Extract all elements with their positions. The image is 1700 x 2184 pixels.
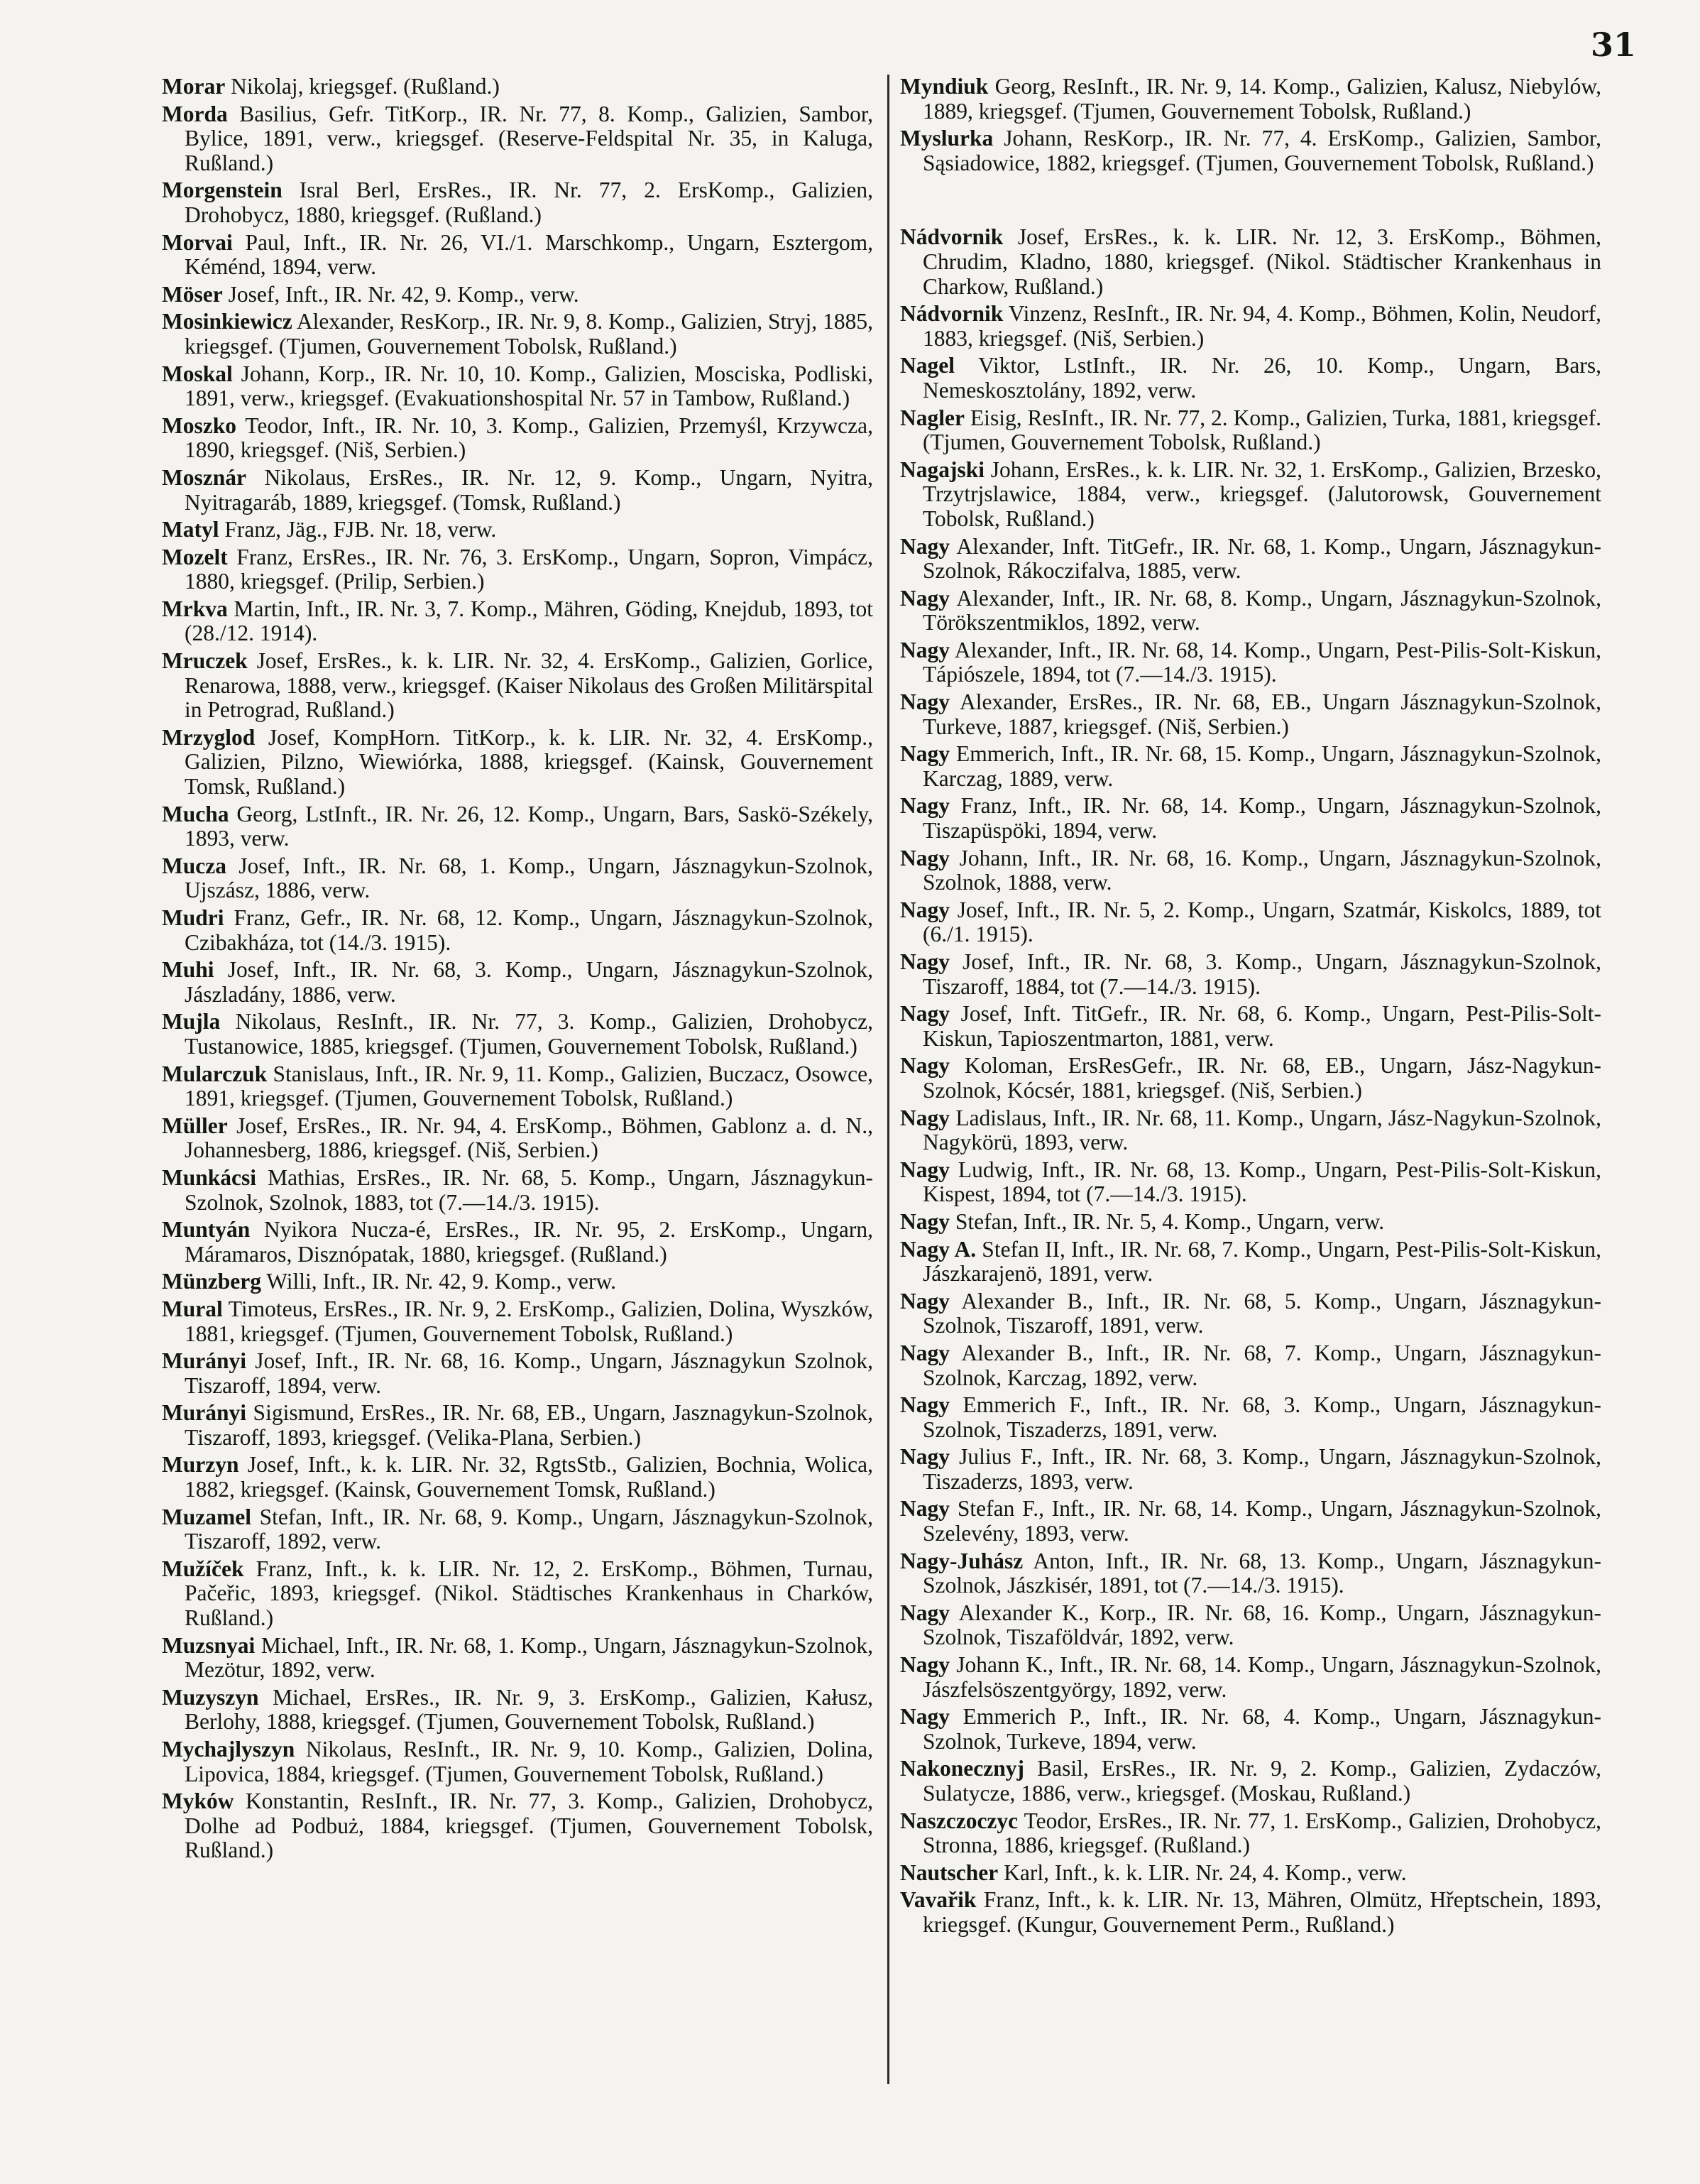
register-entry bbox=[162, 1401, 873, 1450]
entry-surname: Morar bbox=[162, 74, 226, 99]
entry-details: Martin, Inft., IR. Nr. 3, 7. Komp., Mähren, Göding, Knejdub, 1893, tot (28./12. 1914). bbox=[185, 596, 873, 646]
entry-surname: Nagy bbox=[900, 689, 950, 715]
entry-surname: Moszko bbox=[162, 413, 236, 438]
entry-details: Michael, Inft., IR. Nr. 68, 1. Komp., Ungarn, Jásznagykun-Szolnok, Mezötur, 1892, verw. bbox=[185, 1632, 873, 1683]
entry-surname: Nádvornik bbox=[900, 301, 1004, 327]
register-entry bbox=[162, 1166, 873, 1215]
register-entry bbox=[900, 1158, 1601, 1207]
entry-details: Basil, ErsRes., IR. Nr. 9, 2. Komp., Galizien, Zydaczów, Sulatycze, 1886, verw., kriegsgef. (Moskau, Rußland.) bbox=[923, 1756, 1601, 1806]
register-entry bbox=[162, 283, 873, 307]
register-entry bbox=[900, 1888, 1601, 1937]
page-number: 31 bbox=[1590, 26, 1636, 64]
entry-details: Mathias, ErsRes., IR. Nr. 68, 5. Komp., Ungarn, Jásznagykun-Szolnok, Szolnok, 1883, tot (7.—14./3. 1915). bbox=[185, 1164, 873, 1215]
entry-details: Josef, Inft., IR. Nr. 68, 3. Komp., Ungarn, Jásznagykun-Szolnok, Jászladány, 1886, verw. bbox=[185, 957, 873, 1007]
register-entry bbox=[900, 1002, 1601, 1051]
entry-surname: Myslurka bbox=[900, 126, 994, 151]
entry-surname: Nagajski bbox=[900, 457, 985, 482]
register-entry bbox=[162, 75, 873, 99]
entry-surname: Münzberg bbox=[162, 1269, 261, 1294]
register-entry bbox=[162, 1349, 873, 1398]
entry-surname: Nagy bbox=[900, 1652, 950, 1678]
entry-details: Franz, Jäg., FJB. Nr. 18, verw. bbox=[219, 517, 497, 542]
entry-surname: Murányi bbox=[162, 1348, 247, 1374]
register-entry bbox=[162, 1686, 873, 1735]
entry-details: Basilius, Gefr. TitKorp., IR. Nr. 77, 8. Komp., Galizien, Sambor, Bylice, 1891, verw., kriegsgef. (Reserve-Feldspital Nr. 35, in Kaluga, Rußland.) bbox=[185, 101, 873, 175]
entry-details: Stefan II, Inft., IR. Nr. 68, 7. Komp., Ungarn, Pest-Pilis-Solt-Kiskun, Jászkarajenö, 1891, verw. bbox=[923, 1236, 1601, 1287]
column-divider bbox=[887, 75, 889, 2084]
entry-details: Alexander, ErsRes., IR. Nr. 68, EB., Ungarn Jásznagykun-Szolnok, Turkeve, 1887, kriegsgef. (Niš, Serbien.) bbox=[923, 689, 1601, 739]
entry-details: Paul, Inft., IR. Nr. 26, VI./1. Marschkomp., Ungarn, Esztergom, Kéménd, 1894, verw. bbox=[185, 229, 873, 280]
entry-surname: Muhi bbox=[162, 957, 214, 983]
entry-surname: Vavařik bbox=[900, 1887, 977, 1913]
register-entry bbox=[900, 1809, 1601, 1858]
entry-details: Emmerich F., Inft., IR. Nr. 68, 3. Komp., Ungarn, Jásznagykun-Szolnok, Tiszaderzs, 1891, verw. bbox=[923, 1392, 1601, 1442]
entry-details: Johann, ErsRes., k. k. LIR. Nr. 32, 1. ErsKomp., Galizien, Brzesko, Trzytrjslawice, 1884, verw., kriegsgef. (Jalutorowsk, Gouvernement Tobolsk, Rußland.) bbox=[923, 457, 1601, 531]
register-entry bbox=[162, 854, 873, 903]
entry-details: Nikolaj, kriegsgef. (Rußland.) bbox=[225, 74, 500, 99]
entry-details: Vinzenz, ResInft., IR. Nr. 94, 4. Komp., Böhmen, Kolin, Neudorf, 1883, kriegsgef. (Niš, Serbien.) bbox=[923, 301, 1601, 351]
entry-details: Alexander K., Korp., IR. Nr. 68, 16. Komp., Ungarn, Jásznagykun-Szolnok, Tiszaföldvár, 1892, verw. bbox=[923, 1600, 1601, 1650]
entry-surname: Mrzyglod bbox=[162, 724, 256, 750]
entry-details: Franz, Inft., k. k. LIR. Nr. 12, 2. ErsKomp., Böhmen, Turnau, Pačeřic, 1893, kriegsgef. (Nikol. Städtisches Krankenhaus in Charków, Rußland.) bbox=[185, 1556, 873, 1631]
entry-surname: Naszczoczyc bbox=[900, 1808, 1019, 1833]
entry-surname: Murzyn bbox=[162, 1452, 239, 1478]
entry-details: Alexander B., Inft., IR. Nr. 68, 5. Komp., Ungarn, Jásznagykun-Szolnok, Tiszaroff, 1891, verw. bbox=[923, 1288, 1601, 1338]
entry-details: Johann, ResKorp., IR. Nr. 77, 4. ErsKomp., Galizien, Sambor, Sąsiadowice, 1882, kriegsgef. (Tjumen, Gouvernement Tobolsk, Rußland.) bbox=[923, 126, 1601, 175]
register-entry bbox=[900, 75, 1601, 124]
entry-surname: Mucha bbox=[162, 801, 229, 826]
right-column-top-entries bbox=[900, 75, 1601, 175]
entry-details: Stefan F., Inft., IR. Nr. 68, 14. Komp., Ungarn, Jásznagykun-Szolnok, Szelevény, 1893, verw. bbox=[923, 1496, 1601, 1546]
register-entry bbox=[162, 1270, 873, 1294]
register-entry bbox=[900, 225, 1601, 299]
entry-details: Viktor, LstInft., IR. Nr. 26, 10. Komp., Ungarn, Bars, Nemeskosztolány, 1892, verw. bbox=[923, 353, 1601, 403]
entry-details: Michael, ErsRes., IR. Nr. 9, 3. ErsKomp., Galizien, Kałusz, Berlohy, 1888, kriegsgef. (Tjumen, Gouvernement Tobolsk, Rußland.) bbox=[185, 1684, 873, 1735]
entry-surname: Nagy bbox=[900, 533, 950, 559]
entry-details: Eisig, ResInft., IR. Nr. 77, 2. Komp., Galizien, Turka, 1881, kriegsgef. (Tjumen, Gouvernement Tobolsk, Rußland.) bbox=[923, 405, 1601, 455]
entry-details: Isral Berl, ErsRes., IR. Nr. 77, 2. ErsKomp., Galizien, Drohobycz, 1880, kriegsgef. (Rußland.) bbox=[185, 178, 873, 227]
entry-details: Franz, Gefr., IR. Nr. 68, 12. Komp., Ungarn, Jásznagykun-Szolnok, Czibakháza, tot (14./3. 1915). bbox=[185, 905, 873, 955]
entry-surname: Nagy bbox=[900, 1340, 950, 1365]
register-entry bbox=[900, 1601, 1601, 1650]
entry-surname: Muzamel bbox=[162, 1504, 251, 1529]
register-entry bbox=[900, 1653, 1601, 1702]
entry-surname: Nautscher bbox=[900, 1860, 999, 1885]
entry-details: Julius F., Inft., IR. Nr. 68, 3. Komp., Ungarn, Jásznagykun-Szolnok, Tiszaderzs, 1893, verw. bbox=[923, 1444, 1601, 1494]
register-entry bbox=[162, 726, 873, 799]
register-entry bbox=[900, 354, 1601, 403]
entry-surname: Nagy-Juhász bbox=[900, 1548, 1024, 1573]
entry-details: Emmerich, Inft., IR. Nr. 68, 15. Komp., Ungarn, Jásznagykun-Szolnok, Karczag, 1889, verw. bbox=[923, 741, 1601, 791]
register-entry bbox=[900, 302, 1601, 351]
register-entry bbox=[900, 1445, 1601, 1494]
entry-surname: Nagy bbox=[900, 949, 950, 974]
entry-surname: Myków bbox=[162, 1789, 234, 1814]
entry-surname: Nádvornik bbox=[900, 224, 1004, 250]
entry-surname: Mosinkiewicz bbox=[162, 309, 292, 334]
entry-details: Alexander, Inft. TitGefr., IR. Nr. 68, 1. Komp., Ungarn, Jásznagykun-Szolnok, Rákoczifalva, 1885, verw. bbox=[923, 533, 1601, 584]
entry-details: Stefan, Inft., IR. Nr. 5, 4. Komp., Ungarn, verw. bbox=[950, 1208, 1385, 1234]
register-entry bbox=[900, 458, 1601, 532]
entry-surname: Mozelt bbox=[162, 544, 228, 569]
entry-details: Nikolaus, ErsRes., IR. Nr. 12, 9. Komp., Ungarn, Nyitra, Nyitragaráb, 1889, kriegsgef. (Tomsk, Rußland.) bbox=[185, 464, 873, 515]
register-entry bbox=[162, 231, 873, 280]
entry-surname: Mucza bbox=[162, 853, 226, 878]
entry-surname: Müller bbox=[162, 1113, 228, 1138]
entry-surname: Mujla bbox=[162, 1009, 221, 1034]
register-entry bbox=[900, 742, 1601, 791]
entry-surname: Möser bbox=[162, 281, 223, 307]
register-entry bbox=[900, 535, 1601, 584]
entry-surname: Nagy bbox=[900, 1444, 950, 1470]
register-entry bbox=[162, 1062, 873, 1111]
register-entry bbox=[900, 586, 1601, 635]
register-entry bbox=[900, 1238, 1601, 1287]
entry-details: Koloman, ErsResGefr., IR. Nr. 68, EB., Ungarn, Jász-Nagykun-Szolnok, Kócsér, 1881, kriegsgef. (Niš, Serbien.) bbox=[923, 1053, 1601, 1103]
entry-surname: Mularczuk bbox=[162, 1061, 268, 1086]
entry-surname: Munkácsi bbox=[162, 1164, 257, 1190]
register-entry bbox=[162, 1634, 873, 1683]
register-entry bbox=[900, 846, 1601, 895]
entry-details: Georg, LstInft., IR. Nr. 26, 12. Komp., Ungarn, Bars, Saskö-Székely, 1893, verw. bbox=[185, 801, 873, 851]
entry-surname: Nagy bbox=[900, 585, 950, 611]
register-entry bbox=[162, 1737, 873, 1786]
entry-details: Franz, Inft., k. k. LIR. Nr. 13, Mähren, Olmütz, Hřeptschein, 1893, kriegsgef. (Kungur, Gouvernement Perm., Rußland.) bbox=[923, 1887, 1601, 1937]
entry-surname: Nagy bbox=[900, 741, 950, 767]
register-entry bbox=[162, 1297, 873, 1346]
register-entry bbox=[900, 1210, 1601, 1235]
entry-details: Willi, Inft., IR. Nr. 42, 9. Komp., verw. bbox=[261, 1269, 617, 1294]
entry-surname: Nagy bbox=[900, 1001, 950, 1027]
register-entry bbox=[162, 178, 873, 227]
register-entry bbox=[162, 1218, 873, 1267]
entry-surname: Nagel bbox=[900, 353, 955, 378]
entry-surname: Nagler bbox=[900, 405, 965, 430]
register-entry bbox=[162, 414, 873, 463]
entry-surname: Nagy A. bbox=[900, 1236, 977, 1262]
register-entry bbox=[162, 545, 873, 594]
register-entry bbox=[900, 1497, 1601, 1546]
entry-surname: Moskal bbox=[162, 361, 233, 386]
register-entry bbox=[900, 1393, 1601, 1442]
register-entry bbox=[162, 906, 873, 955]
entry-surname: Nagy bbox=[900, 1600, 950, 1625]
entry-surname: Nagy bbox=[900, 1053, 950, 1079]
entry-details: Josef, KompHorn. TitKorp., k. k. LIR. Nr. 32, 4. ErsKomp., Galizien, Pilzno, Wiewiórka, 1888, kriegsgef. (Kainsk, Gouvernement Tomsk, Rußland.) bbox=[185, 724, 873, 799]
register-entry bbox=[162, 518, 873, 542]
entry-details: Josef, Inft., IR. Nr. 42, 9. Komp., verw. bbox=[222, 281, 579, 307]
entry-details: Alexander, ResKorp., IR. Nr. 9, 8. Komp., Galizien, Stryj, 1885, kriegsgef. (Tjumen, Gouvernement Tobolsk, Rußland.) bbox=[185, 309, 873, 359]
register-entry bbox=[900, 1289, 1601, 1338]
register-entry bbox=[162, 1114, 873, 1163]
entry-details: Stanislaus, Inft., IR. Nr. 9, 11. Komp., Galizien, Buczacz, Osowce, 1891, kriegsgef. (Tjumen, Gouvernement Tobolsk, Rußland.) bbox=[185, 1061, 873, 1111]
register-entry bbox=[900, 126, 1601, 175]
entry-details: Josef, Inft., IR. Nr. 68, 3. Komp., Ungarn, Jásznagykun-Szolnok, Tiszaroff, 1884, tot (7.—14./3. 1915). bbox=[923, 949, 1601, 999]
entry-details: Sigismund, ErsRes., IR. Nr. 68, EB., Ungarn, Jasznagykun-Szolnok, Tiszaroff, 1893, kriegsgef. (Velika-Plana, Serbien.) bbox=[185, 1400, 873, 1450]
register-entry bbox=[900, 690, 1601, 739]
entry-surname: Muzyszyn bbox=[162, 1684, 259, 1710]
entry-details: Johann, Inft., IR. Nr. 68, 16. Komp., Ungarn, Jásznagykun-Szolnok, Szolnok, 1888, verw. bbox=[923, 845, 1601, 895]
entry-surname: Nagy bbox=[900, 1704, 950, 1730]
entry-surname: Nagy bbox=[900, 1496, 950, 1522]
entry-surname: Matyl bbox=[162, 517, 219, 542]
entry-surname: Morda bbox=[162, 101, 228, 126]
register-entry bbox=[900, 406, 1601, 455]
register-entry bbox=[900, 1705, 1601, 1754]
register-entry bbox=[162, 1505, 873, 1554]
register-entry bbox=[162, 597, 873, 646]
entry-details: Josef, ErsRes., IR. Nr. 94, 4. ErsKomp., Böhmen, Gablonz a. d. N., Johannesberg, 1886, kriegsgef. (Niš, Serbien.) bbox=[185, 1113, 873, 1163]
entry-surname: Morgenstein bbox=[162, 178, 283, 203]
entry-details: Timoteus, ErsRes., IR. Nr. 9, 2. ErsKomp., Galizien, Dolina, Wyszków, 1881, kriegsgef. (Tjumen, Gouvernement Tobolsk, Rußland.) bbox=[185, 1296, 873, 1346]
register-entry bbox=[900, 1054, 1601, 1103]
entry-details: Josef, Inft., IR. Nr. 68, 16. Komp., Ungarn, Jásznagykun Szolnok, Tiszaroff, 1894, verw. bbox=[185, 1348, 873, 1398]
entry-surname: Nagy bbox=[900, 1105, 950, 1130]
entry-details: Teodor, ErsRes., IR. Nr. 77, 1. ErsKomp., Galizien, Drohobycz, Stronna, 1886, kriegsgef. (Rußland.) bbox=[923, 1808, 1601, 1858]
entry-details: Stefan, Inft., IR. Nr. 68, 9. Komp., Ungarn, Jásznagykun-Szolnok, Tiszaroff, 1892, verw. bbox=[185, 1504, 873, 1554]
entry-details: Alexander, Inft., IR. Nr. 68, 8. Komp., Ungarn, Jásznagykun-Szolnok, Törökszentmiklos, 1892, verw. bbox=[923, 585, 1601, 635]
entry-details: Alexander B., Inft., IR. Nr. 68, 7. Komp., Ungarn, Jásznagykun-Szolnok, Karczag, 1892, verw. bbox=[923, 1340, 1601, 1390]
register-entry bbox=[900, 1341, 1601, 1390]
entry-details: Josef, ErsRes., k. k. LIR. Nr. 12, 3. ErsKomp., Böhmen, Chrudim, Kladno, 1880, kriegsgef. (Nikol. Städtischer Krankenhaus in Charkow, Rußland.) bbox=[923, 224, 1601, 299]
right-column bbox=[900, 75, 1601, 1940]
register-entry bbox=[900, 794, 1601, 843]
entry-surname: Nakonecznyj bbox=[900, 1756, 1024, 1781]
register-entry bbox=[162, 1453, 873, 1502]
register-entry bbox=[162, 362, 873, 411]
entry-surname: Nagy bbox=[900, 1288, 950, 1314]
entry-surname: Mužíček bbox=[162, 1556, 244, 1581]
register-entry bbox=[900, 950, 1601, 999]
register-entry bbox=[162, 1557, 873, 1631]
register-entry bbox=[162, 310, 873, 359]
entry-surname: Nagy bbox=[900, 897, 950, 922]
entry-surname: Mrkva bbox=[162, 596, 228, 621]
entry-surname: Morvai bbox=[162, 229, 233, 255]
register-entry bbox=[162, 102, 873, 176]
entry-surname: Myndiuk bbox=[900, 74, 989, 99]
entry-surname: Nagy bbox=[900, 845, 950, 870]
entry-details: Anton, Inft., IR. Nr. 68, 13. Komp., Ungarn, Jásznagykun-Szolnok, Jászkisér, 1891, tot (7.—14./3. 1915). bbox=[923, 1548, 1601, 1598]
entry-details: Alexander, Inft., IR. Nr. 68, 14. Komp., Ungarn, Pest-Pilis-Solt-Kiskun, Tápiószele, 1894, tot (7.—14./3. 1915). bbox=[923, 637, 1601, 687]
entry-surname: Mudri bbox=[162, 905, 224, 930]
register-entry bbox=[900, 1757, 1601, 1806]
entry-details: Josef, Inft., IR. Nr. 5, 2. Komp., Ungarn, Szatmár, Kiskolcs, 1889, tot (6./1. 1915). bbox=[923, 897, 1601, 947]
register-entry bbox=[162, 466, 873, 515]
register-entry bbox=[900, 1106, 1601, 1155]
entry-details: Josef, Inft., k. k. LIR. Nr. 32, RgtsStb., Galizien, Bochnia, Wolica, 1882, kriegsgef. (Kainsk, Gouvernement Tomsk, Rußland.) bbox=[185, 1452, 873, 1502]
entry-surname: Nagy bbox=[900, 793, 950, 819]
entry-surname: Nagy bbox=[900, 1157, 950, 1182]
register-entry bbox=[162, 1789, 873, 1863]
entry-details: Emmerich P., Inft., IR. Nr. 68, 4. Komp., Ungarn, Jásznagykun-Szolnok, Turkeve, 1894, verw. bbox=[923, 1704, 1601, 1754]
entry-details: Josef, Inft., IR. Nr. 68, 1. Komp., Ungarn, Jásznagykun-Szolnok, Ujszász, 1886, verw. bbox=[185, 853, 873, 903]
entry-details: Nikolaus, ResInft., IR. Nr. 9, 10. Komp., Galizien, Dolina, Lipovica, 1884, kriegsgef. (Tjumen, Gouvernement Tobolsk, Rußland.) bbox=[185, 1737, 873, 1786]
entry-surname: Murányi bbox=[162, 1400, 247, 1426]
entry-details: Teodor, Inft., IR. Nr. 10, 3. Komp., Galizien, Przemyśl, Krzywcza, 1890, kriegsgef. (Niš, Serbien.) bbox=[185, 413, 873, 463]
register-entry bbox=[900, 1549, 1601, 1598]
section-gap bbox=[900, 178, 1601, 225]
entry-details: Nikolaus, ResInft., IR. Nr. 77, 3. Komp., Galizien, Drohobycz, Tustanowice, 1885, kriegsgef. (Tjumen, Gouvernement Tobolsk, Rußland.) bbox=[185, 1009, 873, 1059]
entry-surname: Nagy bbox=[900, 1208, 950, 1234]
entry-surname: Mychajlyszyn bbox=[162, 1737, 295, 1762]
entry-details: Konstantin, ResInft., IR. Nr. 77, 3. Komp., Galizien, Drohobycz, Dolhe ad Podbuż, 1884, kriegsgef. (Tjumen, Gouvernement Tobolsk, Rußland.) bbox=[185, 1789, 873, 1863]
entry-details: Johann, Korp., IR. Nr. 10, 10. Komp., Galizien, Mosciska, Podliski, 1891, verw., kriegsgef. (Evakuationshospital Nr. 57 in Tambow, Rußland.) bbox=[185, 361, 873, 411]
entry-details: Ludwig, Inft., IR. Nr. 68, 13. Komp., Ungarn, Pest-Pilis-Solt-Kiskun, Kispest, 1894, tot (7.—14./3. 1915). bbox=[923, 1157, 1601, 1207]
entry-details: Nyikora Nucza-é, ErsRes., IR. Nr. 95, 2. ErsKomp., Ungarn, Máramaros, Disznópatak, 1880, kriegsgef. (Rußland.) bbox=[185, 1217, 873, 1267]
entry-surname: Nagy bbox=[900, 1392, 950, 1418]
entry-details: Ladislaus, Inft., IR. Nr. 68, 11. Komp., Ungarn, Jász-Nagykun-Szolnok, Nagykörü, 1893, verw. bbox=[923, 1105, 1601, 1155]
entry-surname: Muntyán bbox=[162, 1217, 251, 1243]
entry-surname: Mosznár bbox=[162, 464, 246, 490]
entry-details: Franz, ErsRes., IR. Nr. 76, 3. ErsKomp., Ungarn, Sopron, Vimpácz, 1880, kriegsgef. (Prilip, Serbien.) bbox=[185, 544, 873, 594]
entry-surname: Mural bbox=[162, 1296, 223, 1321]
register-entry bbox=[900, 898, 1601, 947]
register-entry bbox=[900, 638, 1601, 687]
left-column bbox=[162, 75, 873, 1866]
register-entry bbox=[162, 1010, 873, 1059]
entry-details: Josef, Inft. TitGefr., IR. Nr. 68, 6. Komp., Ungarn, Pest-Pilis-Solt-Kiskun, Tapioszentmarton, 1881, verw. bbox=[923, 1001, 1601, 1051]
entry-details: Franz, Inft., IR. Nr. 68, 14. Komp., Ungarn, Jásznagykun-Szolnok, Tiszapüspöki, 1894, verw. bbox=[923, 793, 1601, 843]
entry-surname: Muzsnyai bbox=[162, 1632, 256, 1658]
entry-surname: Nagy bbox=[900, 637, 950, 662]
entry-surname: Mruczek bbox=[162, 648, 248, 674]
entry-details: Karl, Inft., k. k. LIR. Nr. 24, 4. Komp., verw. bbox=[998, 1860, 1407, 1885]
entry-details: Georg, ResInft., IR. Nr. 9, 14. Komp., Galizien, Kalusz, Niebylów, 1889, kriegsgef. (Tjumen, Gouvernement Tobolsk, Rußland.) bbox=[923, 74, 1601, 124]
entry-details: Johann K., Inft., IR. Nr. 68, 14. Komp., Ungarn, Jásznagykun-Szolnok, Jászfelsöszentgyörgy, 1892, verw. bbox=[923, 1652, 1601, 1702]
register-entry bbox=[162, 958, 873, 1007]
entry-details: Josef, ErsRes., k. k. LIR. Nr. 32, 4. ErsKomp., Galizien, Gorlice, Renarowa, 1888, verw., kriegsgef. (Kaiser Nikolaus des Großen Militärspital in Petrograd, Rußland.) bbox=[185, 648, 873, 723]
right-column-entries bbox=[900, 225, 1601, 1937]
register-entry bbox=[162, 802, 873, 851]
register-entry bbox=[162, 649, 873, 723]
register-entry bbox=[900, 1861, 1601, 1886]
